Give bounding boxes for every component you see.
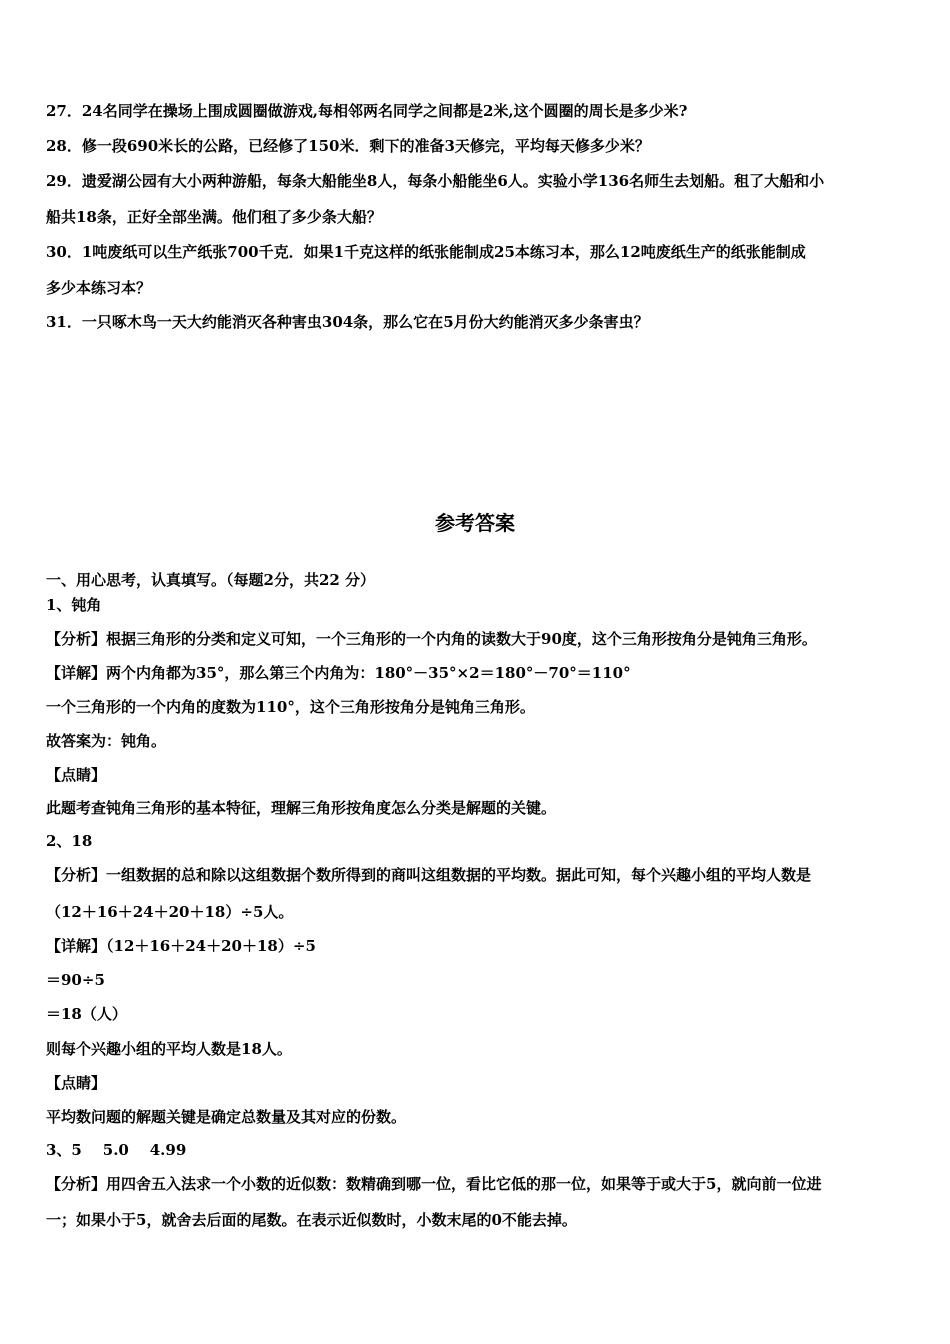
answer-2-conclusion: 则每个兴趣小组的平均人数是18人。	[46, 1040, 292, 1058]
answer-3: 3、5 5.0 4.99	[46, 1141, 187, 1159]
answer-1: 1、钝角	[46, 596, 102, 614]
section-heading: 一、用心思考，认真填写。（每题2分，共22 分）	[46, 571, 376, 589]
answer-2-step-1: ＝90÷5	[46, 971, 105, 989]
answer-2-analysis-1: 【分析】一组数据的总和除以这组数据个数所得到的商叫这组数据的平均数。据此可知，每个兴趣小组的平均人数是	[46, 866, 812, 884]
question-30-line-1: 30．1吨废纸可以生产纸张700千克．如果1千克这样的纸张能制成25本练习本，那么12吨废纸生产的纸张能制成	[46, 243, 806, 261]
answer-3-analysis-1: 【分析】用四舍五入法求一个小数的近似数：数精确到哪一位，看比它低的那一位，如果等于或大于5，就向前一位进	[46, 1175, 822, 1193]
answer-1-detail: 【详解】两个内角都为35°，那么第三个内角为：180°－35°×2＝180°－70°＝110°	[46, 664, 631, 682]
answer-1-remark: 此题考查钝角三角形的基本特征，理解三角形按角度怎么分类是解题的关键。	[46, 799, 557, 817]
answer-2-step-2: ＝18（人）	[46, 1005, 127, 1023]
answer-1-detail-2: 一个三角形的一个内角的度数为110°，这个三角形按角分是钝角三角形。	[46, 698, 535, 716]
answer-1-remark-label: 【点睛】	[46, 766, 107, 784]
answer-1-conclusion: 故答案为：钝角。	[46, 732, 167, 750]
question-27: 27．24名同学在操场上围成圆圈做游戏,每相邻两名同学之间都是2米,这个圆圈的周长是多少米?	[46, 102, 688, 120]
answer-2-analysis-2: （12＋16＋24＋20＋18）÷5人。	[46, 903, 294, 921]
question-28: 28．修一段690米长的公路，已经修了150米．剩下的准备3天修完，平均每天修多少米？	[46, 137, 650, 155]
answer-section-title: 参考答案	[435, 511, 515, 535]
answer-2: 2、18	[46, 832, 93, 850]
answer-3-analysis-2: 一；如果小于5，就舍去后面的尾数。在表示近似数时，小数末尾的0不能去掉。	[46, 1211, 577, 1229]
question-31: 31．一只啄木鸟一天大约能消灭各种害虫304条，那么它在5月份大约能消灭多少条害虫？	[46, 313, 649, 331]
answer-2-remark: 平均数问题的解题关键是确定总数量及其对应的份数。	[46, 1108, 407, 1126]
answer-2-remark-label: 【点睛】	[46, 1074, 107, 1092]
answer-1-analysis: 【分析】根据三角形的分类和定义可知，一个三角形的一个内角的读数大于90度，这个三角形按角分是钝角三角形。	[46, 630, 817, 648]
answer-2-detail: 【详解】（12＋16＋24＋20＋18）÷5	[46, 937, 316, 955]
question-29-line-1: 29．遗爱湖公园有大小两种游船，每条大船能坐8人，每条小船能坐6人。实验小学136名师生去划船。租了大船和小	[46, 172, 825, 190]
question-29-line-2: 船共18条，正好全部坐满。他们租了多少条大船？	[46, 208, 382, 226]
question-30-line-2: 多少本练习本？	[46, 279, 152, 297]
